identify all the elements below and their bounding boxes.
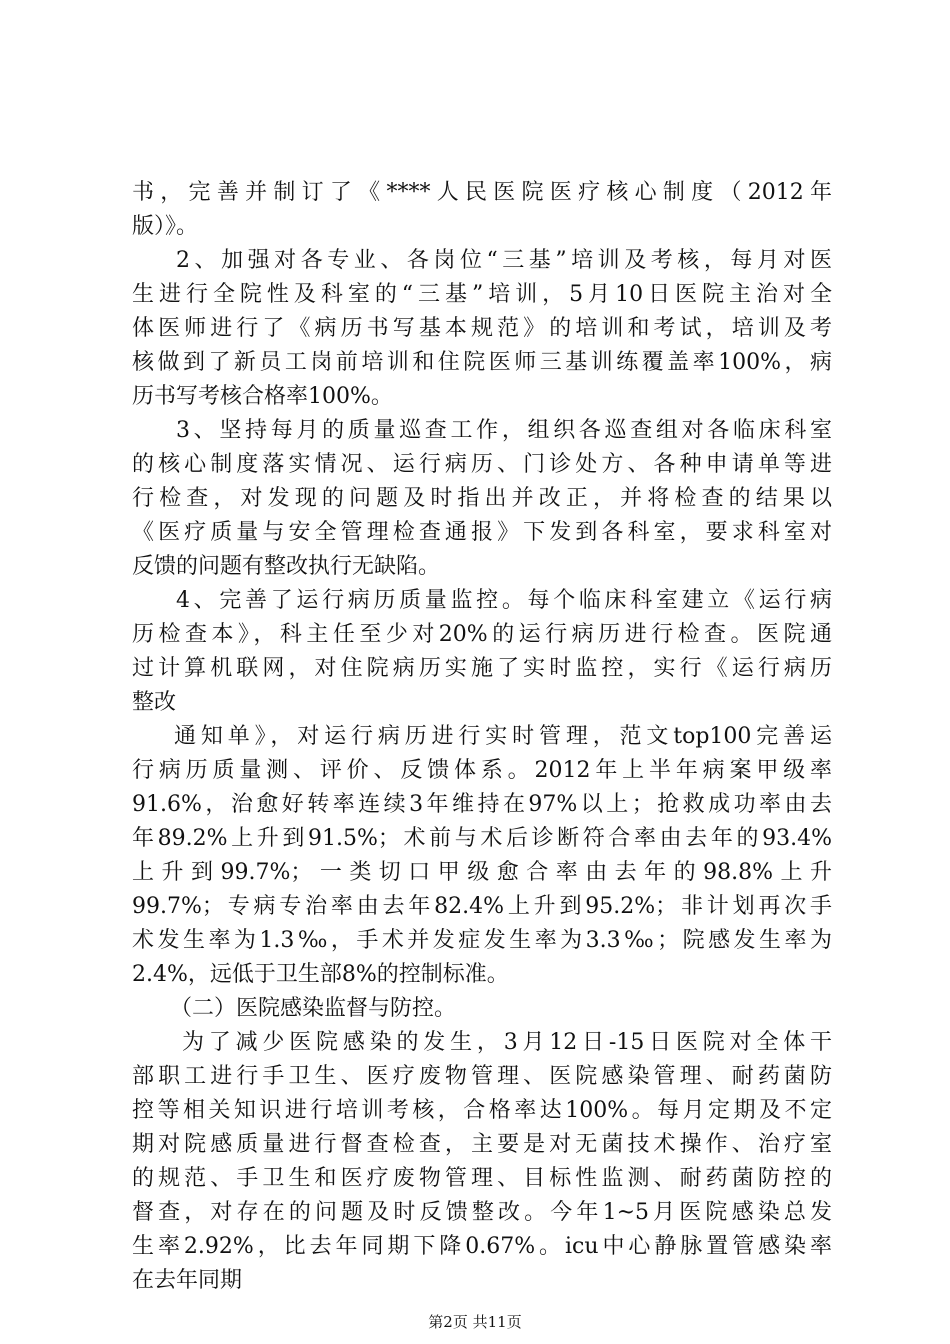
text-line: 生进行全院性及科室的“三基”培训，5月10日医院主治对全 [132, 282, 832, 307]
text-line: 过计算机联网，对住院病历实施了实时监控，实行《运行病历 [132, 656, 832, 681]
text-line: 体医师进行了《病历书写基本规范》的培训和考试，培训及考 [132, 316, 832, 341]
page-footer: 第2页 共11页 [428, 1313, 522, 1331]
text-line: 控等相关知识进行培训考核，合格率达100%。每月定期及不定 [132, 1098, 832, 1123]
text-line: 为了减少医院感染的发生，3月12日-15日医院对全体干 [182, 1030, 832, 1055]
text-line: 术发生率为1.3‰，手术并发症发生率为3.3‰；院感发生率为 [132, 928, 832, 953]
text-line: 部职工进行手卫生、医疗废物管理、医院感染管理、耐药菌防 [132, 1064, 832, 1089]
text-line: 书，完善并制订了《****人民医院医疗核心制度（2012年 [132, 180, 832, 205]
text-line: 2.4%，远低于卫生部8%的控制标准。 [132, 962, 509, 987]
text-line: 91.6%，治愈好转率连续3年维持在97%以上；抢救成功率由去 [132, 792, 832, 817]
text-line: 在去年同期 [132, 1268, 243, 1293]
text-line: 反馈的问题有整改执行无缺陷。 [132, 554, 441, 579]
text-line: 2、加强对各专业、各岗位“三基”培训及考核，每月对医 [176, 248, 832, 273]
text-line: 历检查本》，科主任至少对20%的运行病历进行检查。医院通 [132, 622, 832, 647]
text-line: 的核心制度落实情况、运行病历、门诊处方、各种申请单等进 [132, 452, 832, 477]
text-line: 99.7%；专病专治率由去年82.4%上升到95.2%；非计划再次手 [132, 894, 832, 919]
text-line: 生率2.92%，比去年同期下降0.67%。icu中心静脉置管感染率 [132, 1234, 832, 1259]
text-line: 历书写考核合格率100%。 [132, 384, 393, 409]
text-line: 4、完善了运行病历质量监控。每个临床科室建立《运行病 [176, 588, 832, 613]
text-line: 期对院感质量进行督查检查，主要是对无菌技术操作、治疗室 [132, 1132, 832, 1157]
text-line: 版）》。 [132, 214, 199, 239]
text-line: 整改 [132, 690, 177, 715]
text-line: 通知单》，对运行病历进行实时管理，范文top100完善运 [174, 724, 832, 749]
section-heading: （二）医院感染监督与防控。 [170, 996, 457, 1021]
text-line: 督查，对存在的问题及时反馈整改。今年1~5月医院感染总发 [132, 1200, 832, 1225]
text-line: 行病历质量测、评价、反馈体系。2012年上半年病案甲级率 [132, 758, 832, 783]
text-line: 的规范、手卫生和医疗废物管理、目标性监测、耐药菌防控的 [132, 1166, 832, 1191]
text-line: 核做到了新员工岗前培训和住院医师三基训练覆盖率100%，病 [132, 350, 832, 375]
text-line: 3、坚持每月的质量巡查工作，组织各巡查组对各临床科室 [176, 418, 832, 443]
text-line: 上升到99.7%；一类切口甲级愈合率由去年的98.8%上升 [132, 860, 832, 885]
text-line: 年89.2%上升到91.5%；术前与术后诊断符合率由去年的93.4% [132, 826, 832, 851]
text-line: 行检查，对发现的问题及时指出并改正，并将检查的结果以 [132, 486, 832, 511]
text-line: 《医疗质量与安全管理检查通报》下发到各科室，要求科室对 [132, 520, 832, 545]
